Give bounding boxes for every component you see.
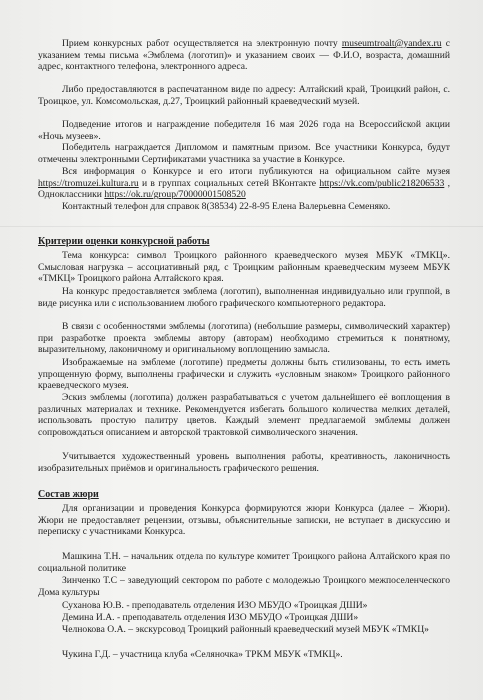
paragraph-results-date: Подведение итогов и награждение победителя 16 мая 2026 года на Всероссийской акции «Ночь музеев». — [38, 119, 450, 142]
paragraph-criteria-style: В связи с особенностями эмблемы (логотипа) (небольшие размеры, символический характер) при разработке проекта эмблемы автору (авторам) необходимо стремиться к понятному, выразительному, лаконичному и оригинальному воплощению замысла. — [38, 321, 450, 356]
heading-criteria: Критерии оценки конкурсной работы — [38, 236, 210, 247]
text: , Одноклассники — [38, 177, 450, 201]
paragraph-criteria-theme: Тема конкурса: символ Троицкого районного краеведческого музея МБУК «ТМКЦ». Смысловая нагрузка – ассоциативный ряд, с Троицким районным краеведческим музеем МБУК «ТМКЦ» Троицкого района Алтайского края. — [38, 250, 450, 285]
text: Вся информация о Конкурсе и его итоги публикуются на официальном сайте музея — [62, 166, 450, 177]
site-link[interactable]: https://tromuzei.kultura.ru — [38, 177, 139, 189]
paragraph-contact-phone: Контактный телефон для справок 8(38534) 22-8-95 Елена Валерьевна Семеняко. — [62, 201, 391, 212]
jury-member-2: Зинченко Т.С – заведующий сектором по работе с молодежью Троицкого межпоселенческого Дома культуры — [38, 575, 450, 598]
paragraph-jury-intro: Для организации и проведения Конкурса формируются жюри Конкурса (далее – Жюри). Жюри не предоставляет рецензии, отзывы, объяснительные записки, не вступает в дискуссию и переписку с участниками Конкурса. — [38, 503, 450, 538]
paragraph-criteria-format: На конкурс предоставляется эмблема (логотип), выполненная индивидуально или группой, в виде рисунка или с использованием любого графического компьютерного редактора. — [38, 286, 450, 309]
paper-fold — [0, 226, 483, 227]
paragraph-awards: Победитель награждается Дипломом и памятным призом. Все участники Конкурса, будут отмечены электронными Сертификатами участника за участие в Конкурсе. — [38, 142, 450, 165]
heading-jury: Состав жюри — [38, 489, 99, 500]
text: с указанием темы письма «Эмблема (логотип)» и указанием своих — Ф.И.О, возраста, домашний адрес, контактного телефона, электронного адреса. — [38, 38, 450, 73]
paragraph-postal-address: Либо предоставляются в распечатанном виде по адресу: Алтайский край, Троицкий район, с. Троицкое, ул. Комсомольская, д.27, Троицкий районный краеведческий музей. — [38, 84, 450, 107]
ok-link[interactable]: https://ok.ru/group/70000001508520 — [104, 189, 246, 201]
paragraph-criteria-sketch: Эскиз эмблемы (логотипа) должен разрабатываться с учетом дальнейшего её воплощения в различных материалах и технике. Рекомендуется избегать большого количества мелких деталей, использовать простую палитру цветов. Каждый элемент предлагаемой эмблемы должен сопровождаться описанием и авторской трактовкой символического значения. — [38, 392, 450, 438]
vk-link[interactable]: https://vk.com/public218206533 — [319, 177, 445, 189]
email-link[interactable]: museumtroalt@yandex.ru — [341, 38, 442, 49]
paragraph-submission-email — [38, 38, 450, 73]
jury-member-1: Машкина Т.Н. – начальник отдела по культуре комитет Троицкого района Алтайского края по социальной политике — [38, 551, 450, 574]
jury-member-5: Челнокова О.А. – экскурсовод Троицкий районный краеведческий музей МБУК «ТМКЦ» — [62, 624, 429, 635]
text: Прием конкурсных работ осуществляется на электронную почту — [62, 38, 342, 49]
paragraph-criteria-stylization: Изображаемые на эмблеме (логотипе) предметы должны быть стилизованы, то есть иметь упрощенную форму, выполнены графически и служить «условным знаком» Троицкого районного краеведческого музея. — [38, 357, 450, 392]
jury-member-4: Демина И.А. - преподаватель отделения ИЗО МБУДО «Троицкая ДШИ» — [62, 612, 359, 623]
paragraph-criteria-evaluation: Учитывается художественный уровень выполнения работы, креативность, лаконичность изобразительных приёмов и оригинальность графического решения. — [38, 451, 450, 474]
jury-member-6: Чукина Г.Д. – участница клуба «Селяночка» ТРКМ МБУК «ТМКЦ». — [62, 649, 343, 660]
text: и в группах социальных сетей ВКонтакте — [138, 177, 320, 189]
paragraph-publication — [38, 166, 450, 201]
jury-member-3: Суханова Ю.В. - преподаватель отделения ИЗО МБУДО «Троицкая ДШИ» — [62, 600, 368, 611]
